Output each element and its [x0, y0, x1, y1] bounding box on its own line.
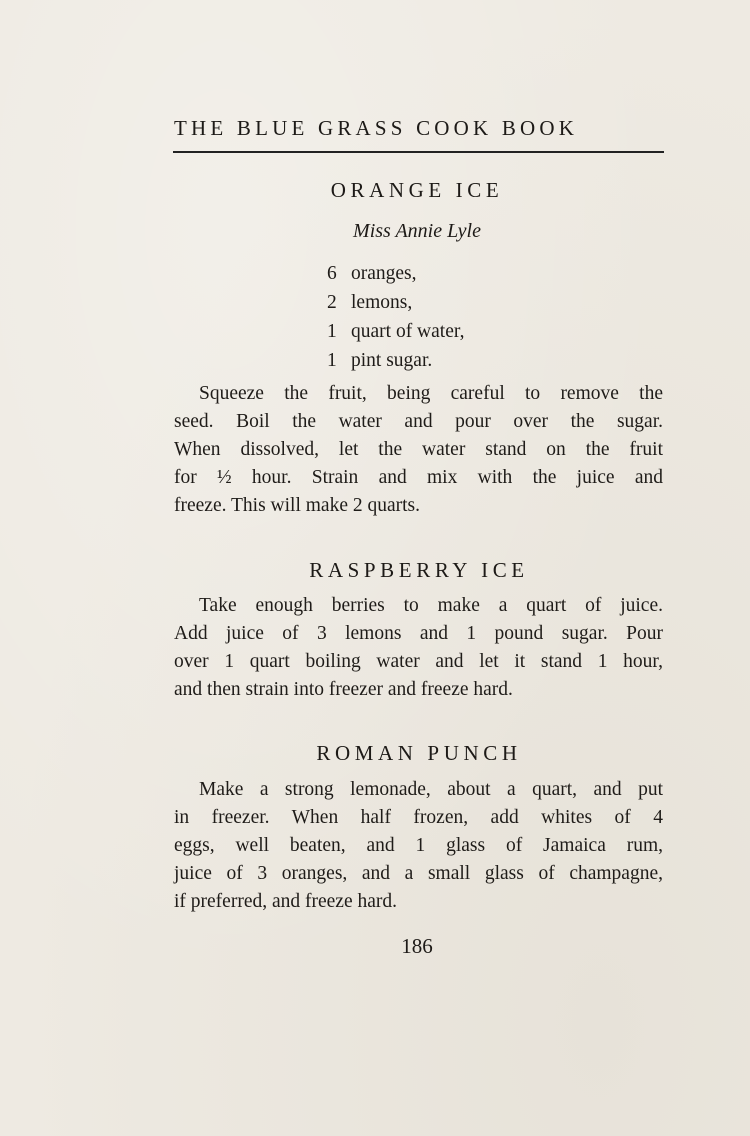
recipe-title-roman-punch: ROMAN PUNCH — [316, 741, 522, 765]
recipe-instructions-raspberry-ice — [174, 592, 663, 704]
text-line: over 1 quart boiling water and let it stand 1 hour, — [174, 651, 663, 672]
text-line: Take enough berries to make a quart of juice. — [199, 595, 663, 616]
text-line: and then strain into freezer and freeze hard. — [174, 679, 513, 700]
ingredient-name: quart of water, — [351, 321, 465, 342]
ingredient-item — [327, 346, 464, 375]
text-line: eggs, well beaten, and 1 glass of Jamaica rum, — [174, 835, 663, 856]
ingredient-list — [327, 259, 464, 375]
text-line: Make a strong lemonade, about a quart, and put — [199, 779, 663, 800]
recipe-title-raspberry-ice: RASPBERRY ICE — [309, 558, 529, 582]
text-line: Add juice of 3 lemons and 1 pound sugar. Pour — [174, 623, 663, 644]
ingredient-item — [327, 288, 464, 317]
ingredient-qty: 6 — [327, 263, 337, 284]
recipe-instructions-roman-punch — [174, 776, 663, 916]
text-line: in freezer. When half frozen, add whites of 4 — [174, 807, 663, 828]
text-line: juice of 3 oranges, and a small glass of champagne, — [174, 863, 663, 884]
ingredient-name: lemons, — [351, 292, 413, 313]
recipe-instructions-orange-ice — [174, 380, 663, 520]
recipe-author: Miss Annie Lyle — [353, 220, 481, 242]
text-line: if preferred, and freeze hard. — [174, 891, 398, 912]
page-number: 186 — [401, 934, 433, 958]
text-line: for ½ hour. Strain and mix with the juice and — [174, 467, 663, 488]
ingredient-name: pint sugar. — [351, 350, 433, 371]
ingredient-qty: 2 — [327, 292, 337, 313]
ingredient-item — [327, 259, 464, 288]
ingredient-qty: 1 — [327, 321, 337, 342]
text-line: When dissolved, let the water stand on the fruit — [174, 439, 663, 460]
ingredient-name: oranges, — [351, 263, 417, 284]
recipe-title-orange-ice: ORANGE ICE — [330, 178, 504, 202]
running-head: THE BLUE GRASS COOK BOOK — [174, 116, 579, 140]
ingredient-item — [327, 317, 464, 346]
text-line: Squeeze the fruit, being careful to remove the — [199, 383, 663, 404]
text-line: seed. Boil the water and pour over the sugar. — [174, 411, 663, 432]
ingredient-qty: 1 — [327, 350, 337, 371]
header-rule — [173, 151, 664, 153]
text-line: freeze. This will make 2 quarts. — [174, 495, 421, 516]
